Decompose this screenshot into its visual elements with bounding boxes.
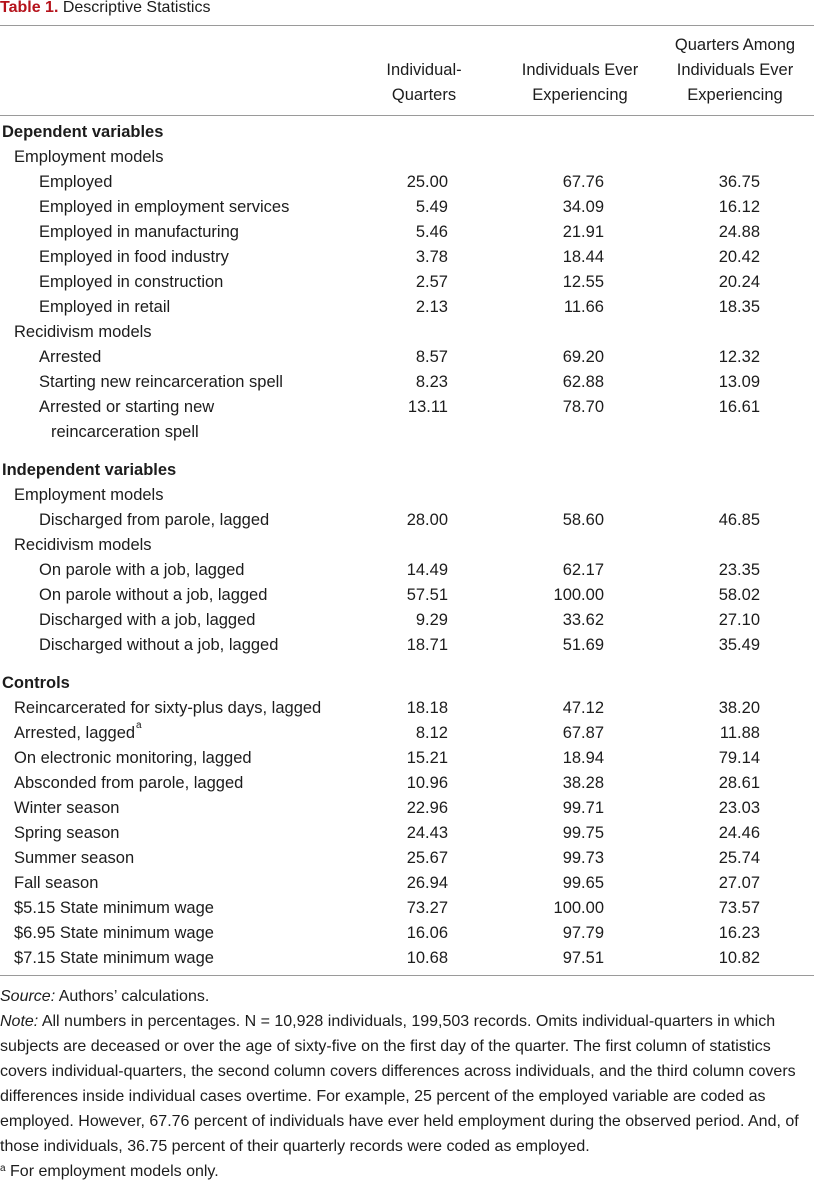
footnote-text: For employment models only. [10,1163,219,1180]
group-heading [0,533,814,558]
cell-value: 57.51 [406,586,448,604]
cell-value: 11.66 [563,298,604,316]
row-label: Arrested, lagged [14,724,136,742]
cell-value: 24.43 [406,824,448,842]
cell-value: 16.06 [406,924,448,942]
row-label: Starting new reincarceration spell [39,373,283,391]
cell-value: 16.23 [718,924,760,942]
table-row [0,846,814,871]
cell-value: 25.74 [718,849,760,867]
table-row [0,608,814,633]
cell-value: 18.18 [406,699,448,717]
column-header-line: Individual- [386,61,462,79]
row-label: Discharged with a job, lagged [39,611,256,629]
footnote [0,1159,812,1184]
section-heading [0,120,814,145]
group-heading [0,145,814,170]
cell-value: 47.12 [562,699,604,717]
cell-value: 11.88 [719,724,760,742]
general-note [0,1009,812,1159]
cell-value: 73.57 [718,899,760,917]
cell-value: 100.00 [553,586,604,604]
cell-value: 5.46 [415,223,448,241]
table-number: Table 1. [0,0,59,16]
row-label: Summer season [14,849,135,867]
table-notes [0,984,812,1184]
cell-value: 27.07 [718,874,760,892]
section-heading [0,671,814,696]
cell-value: 22.96 [406,799,448,817]
table-row [0,633,814,658]
column-header-individuals-ever [500,58,660,108]
cell-value: 99.71 [562,799,604,817]
cell-value: 58.60 [562,511,604,529]
table-row [0,921,814,946]
cell-value: 78.70 [562,398,604,416]
table-row [0,345,814,370]
row-label: Arrested [39,348,102,366]
row-label: Dependent variables [2,123,164,141]
row-label: Employment models [14,148,164,166]
cell-value: 20.24 [718,273,760,291]
cell-value: 36.75 [718,173,760,191]
cell-value: 12.55 [562,273,604,291]
note-text: All numbers in percentages. N = 10,928 individuals, 199,503 records. Omits individual-quarters in which subjects are deceased or over the age of sixty-five on the first day of the quarter. The first column of statistics covers individual-quarters, the second column covers differences across individuals, and the third column covers differences inside individual cases overtime. For example, 25 percent of the employed variable are coded as employed. However, 67.76 percent of individuals have ever held employment during the observed period. And, of those individuals, 36.75 percent of their quarterly records were coded as employed. [0,1013,799,1155]
cell-value: 10.68 [406,949,448,967]
group-heading [0,483,814,508]
table-caption [0,0,210,18]
cell-value: 34.09 [562,198,604,216]
table-row [0,220,814,245]
row-label: On electronic monitoring, lagged [14,749,252,767]
row-label: Recidivism models [14,323,152,341]
cell-value: 8.57 [415,348,448,366]
row-label: $6.95 State minimum wage [14,924,214,942]
table-row [0,295,814,320]
table-row [0,583,814,608]
cell-value: 69.20 [562,348,604,366]
row-label: Fall season [14,874,99,892]
cell-value: 25.67 [406,849,448,867]
table-row [0,946,814,971]
table-row [0,270,814,295]
row-label: Independent variables [2,461,177,479]
cell-value: 10.96 [406,774,448,792]
cell-value: 51.69 [562,636,604,654]
cell-value: 8.12 [415,724,448,742]
cell-value: 33.62 [562,611,604,629]
column-header-line: Individuals Ever [676,61,794,79]
table-row [0,896,814,921]
cell-value: 24.46 [718,824,760,842]
cell-value: 14.49 [406,561,448,579]
cell-value: 23.35 [718,561,760,579]
cell-value: 35.49 [718,636,760,654]
cell-value: 21.91 [562,223,604,241]
table-row [0,821,814,846]
cell-value: 16.61 [718,398,760,416]
cell-value: 79.14 [718,749,760,767]
cell-value: 15.21 [406,749,448,767]
row-label: Employed in manufacturing [39,223,239,241]
source-note [0,984,812,1009]
table-title: Descriptive Statistics [62,0,211,16]
table-row [0,558,814,583]
row-label: Discharged from parole, lagged [39,511,270,529]
row-label: Employed [39,173,113,191]
cell-value: 18.35 [718,298,760,316]
cell-value: 12.32 [718,348,760,366]
header-rule [0,115,814,116]
cell-value: 8.23 [415,373,448,391]
cell-value: 16.12 [718,198,760,216]
cell-value: 18.71 [406,636,448,654]
row-label: Winter season [14,799,120,817]
footnote-mark: a [0,1163,6,1174]
table-row [0,771,814,796]
row-label: On parole with a job, lagged [39,561,245,579]
section-heading [0,458,814,483]
cell-value: 97.51 [562,949,604,967]
cell-value: 24.88 [718,223,760,241]
cell-value: 27.10 [718,611,760,629]
cell-value: 2.13 [415,298,448,316]
cell-value: 23.03 [718,799,760,817]
cell-value: 67.76 [562,173,604,191]
row-label: Employed in employment services [39,198,290,216]
cell-value: 13.11 [407,398,448,416]
cell-value: 18.94 [562,749,604,767]
top-rule [0,25,814,26]
column-header-line: Quarters [391,86,457,104]
row-label: Discharged without a job, lagged [39,636,279,654]
row-label: Reincarcerated for sixty-plus days, lagged [14,699,322,717]
cell-value: 58.02 [718,586,760,604]
source-label: Source: [0,988,56,1005]
cell-value: 5.49 [415,198,448,216]
cell-value: 46.85 [718,511,760,529]
row-label: Absconded from parole, lagged [14,774,244,792]
cell-value: 73.27 [406,899,448,917]
table-row [0,170,814,195]
cell-value: 2.57 [415,273,448,291]
source-text: Authors’ calculations. [58,988,210,1005]
cell-value: 13.09 [718,373,760,391]
group-heading [0,320,814,345]
cell-value: 99.65 [562,874,604,892]
cell-value: 62.17 [562,561,604,579]
cell-value: 62.88 [562,373,604,391]
cell-value: 25.00 [406,173,448,191]
row-label: On parole without a job, lagged [39,586,268,604]
column-header-line: Individuals Ever [521,61,639,79]
column-header-quarters-among [660,33,810,108]
cell-value: 20.42 [718,248,760,266]
column-header-line: Experiencing [687,86,783,104]
cell-value: 3.78 [415,248,448,266]
table-row [0,395,814,441]
row-label: Spring season [14,824,120,842]
table-row [0,871,814,896]
cell-value: 97.79 [562,924,604,942]
cell-value: 28.00 [406,511,448,529]
cell-value: 18.44 [562,248,604,266]
cell-value: 100.00 [553,899,604,917]
row-label: Employed in retail [39,298,171,316]
row-label: Employed in food industry [39,248,229,266]
row-label: Employment models [14,486,164,504]
cell-value: 26.94 [406,874,448,892]
cell-value: 38.20 [718,699,760,717]
row-label: $7.15 State minimum wage [14,949,214,967]
table-row: Arrested, lagged a 8.12 67.87 11.88 [0,721,814,746]
row-label-continuation: reincarceration spell [51,423,199,441]
row-label: Employed in construction [39,273,224,291]
table-row [0,195,814,220]
cell-value: 38.28 [562,774,604,792]
bottom-rule [0,975,814,976]
cell-value: 9.29 [415,611,448,629]
table-row [0,796,814,821]
table-row [0,696,814,721]
row-label: $5.15 State minimum wage [14,899,214,917]
column-header-individual-quarters [354,58,494,108]
cell-value: 10.82 [718,949,760,967]
cell-value: 99.75 [562,824,604,842]
cell-value: 28.61 [718,774,760,792]
table-row [0,508,814,533]
row-label: Arrested or starting new [39,398,215,416]
cell-value: 67.87 [562,724,604,742]
cell-value: 99.73 [562,849,604,867]
note-label: Note: [0,1013,39,1030]
row-label: Controls [2,674,70,692]
table-row [0,245,814,270]
table-row [0,370,814,395]
row-label: Recidivism models [14,536,152,554]
column-header-line: Experiencing [532,86,628,104]
table-row [0,746,814,771]
column-header-line: Quarters Among [674,36,796,54]
